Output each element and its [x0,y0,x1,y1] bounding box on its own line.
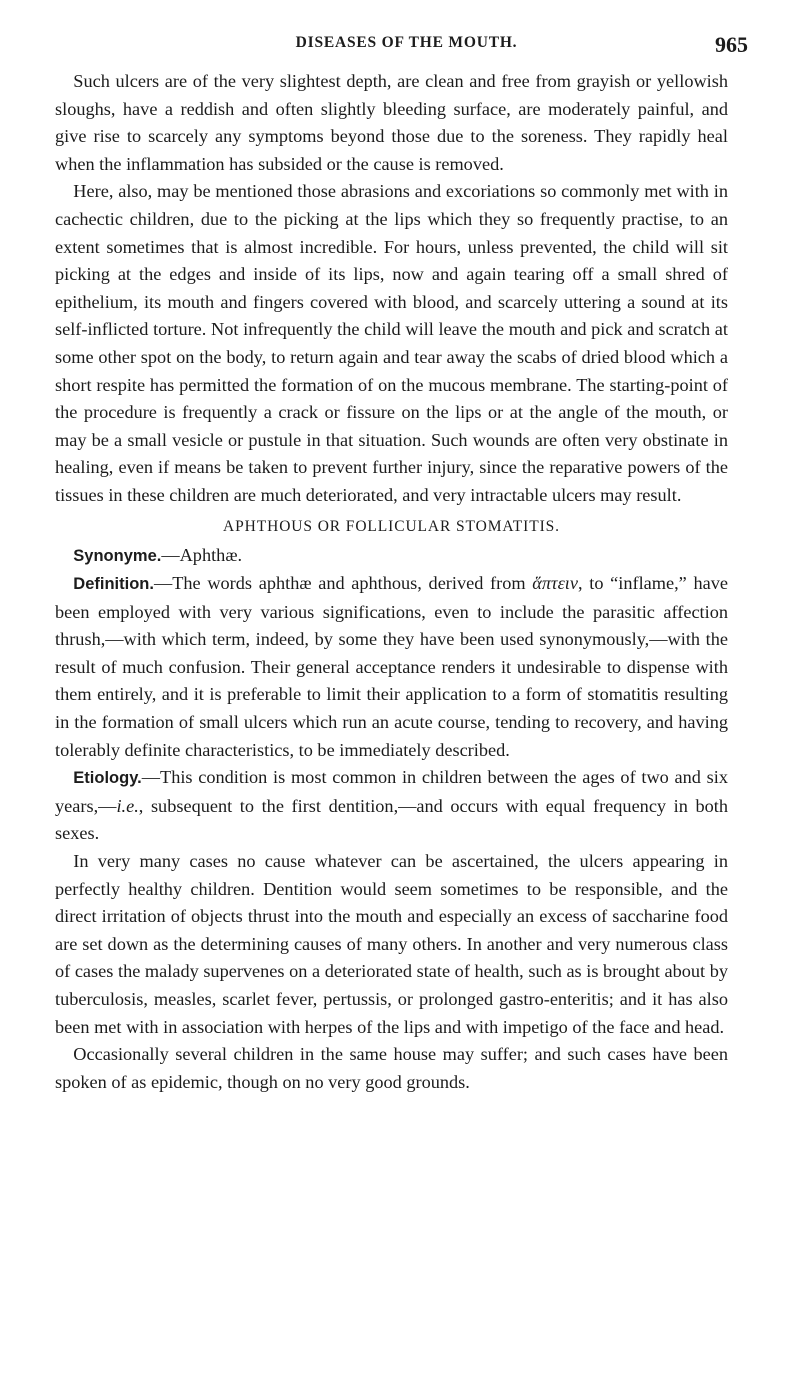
running-title: DISEASES OF THE MOUTH. [295,34,518,51]
paragraph-definition [55,570,728,764]
synonyme-label: Synonyme. [73,546,162,565]
paragraph-etiology [55,764,728,848]
section-heading: APHTHOUS OR FOLLICULAR STOMATITIS. [223,517,560,535]
definition-text-1: —The words aphthæ and aphthous, derived from [153,573,533,594]
running-head [55,32,748,68]
paragraph-causes: In very many cases no cause whatever can be ascertained, the ulcers appearing in perfectly healthy children. Dentition would seem sometimes to be responsible, and the direct irritation of objects thrust into the mouth and especially an excess of saccharine food are set down as the determining causes of many others. In another and very numerous class of cases the malady supervenes on a deteriorated state of health, such as is brought about by tuberculosis, measles, scarlet fever, pertussis, or prolonged gastro-enteritis; and it has also been met with in association with herpes of the lips and with impetigo of the face and head. [55,851,728,1037]
paragraph-synonyme [55,542,728,571]
page-number: 965 [715,32,748,57]
paragraph-lip-picking: Here, also, may be mentioned those abrasions and excoriations so commonly met with in cachectic children, due to the picking at the lips which they so frequently practise, to an extent sometimes that is almost incredible. For hours, unless prevented, the child will sit picking at the edges and inside of its lips, now and again tearing off a small shred of epithelium, its mouth and fingers covered with blood, and scarcely uttering a sound at its self-inflicted torture. Not infrequently the child will leave the mouth and pick and scratch at some other spot on the body, to return again and tear away the scabs of dried blood which a short respite has permitted the formation of on the mucous membrane. The starting-point of the procedure is frequently a crack or fissure on the lips or at the angle of the mouth, or may be a small vesicle or pustule in that situation. Such wounds are often very obstinate in healing, even if means be taken to prevent further injury, since the reparative powers of the tissues in these children are much deteriorated, and very intractable ulcers may result. [55,181,728,505]
body-text [55,68,728,1096]
etiology-text-2: , subsequent to the first dentition,—and occurs with equal frequency in both sexes. [55,795,728,844]
definition-text-2: , to “inflame,” have been employed with very various significations, even to include the parasitic affection thrush,—with which term, indeed, by some they have been used synonymously,—with the result of much confusion. Their general acceptance renders it undesirable to dispense with them entirely, and it is preferable to limit their application to a form of stomatitis resulting in the formation of small ulcers which run an acute course, tending to recovery, and having tolerably definite characteristics, to be immediately described. [55,573,728,760]
synonyme-text: —Aphthæ. [161,544,243,565]
paragraph-ulcers: Such ulcers are of the very slightest depth, are clean and free from grayish or yellowish sloughs, have a reddish and often slightly bleeding surface, are moderately painful, and give rise to scarcely any symptoms beyond those due to the soreness. They rapidly heal when the inflammation has subsided or the cause is removed. [55,71,728,174]
greek-word: ἅπτειν [532,573,578,594]
definition-label: Definition. [73,575,154,594]
paragraph-epidemic: Occasionally several children in the same house may suffer; and such cases have been spoken of as epidemic, though on no very good grounds. [55,1044,728,1092]
etiology-text-1: —This condition is most common in children between the ages of two and six years,— [55,767,728,816]
etiology-label: Etiology. [73,769,142,788]
etiology-italic: i.e. [116,795,139,816]
